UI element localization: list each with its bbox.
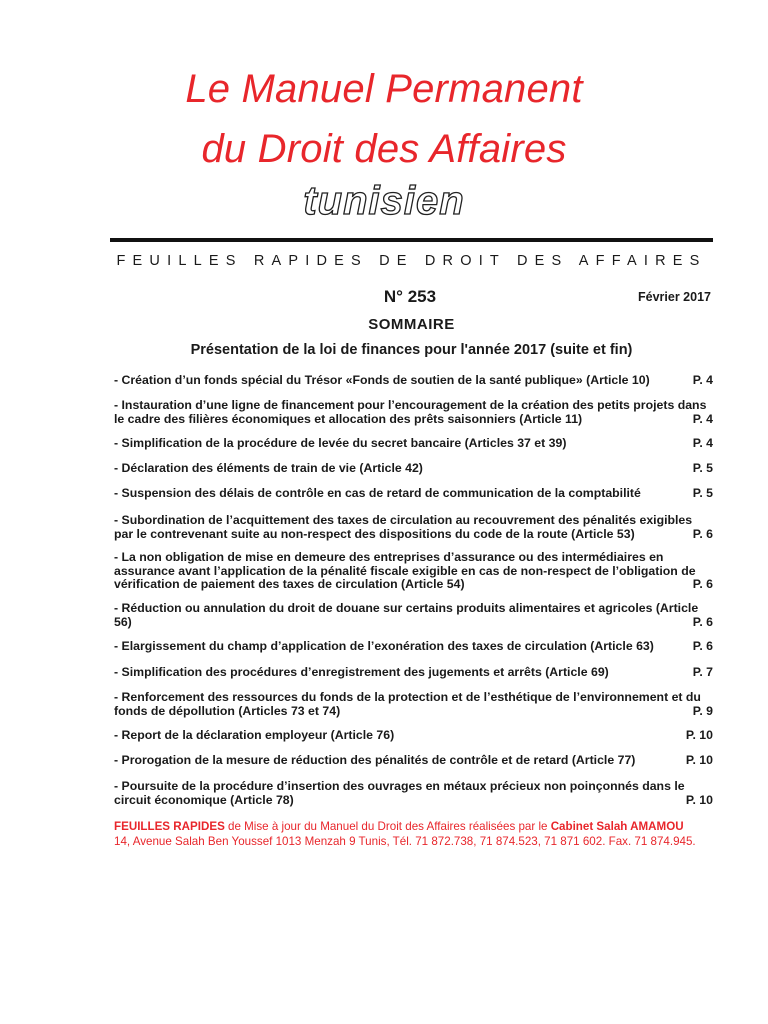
toc-item [114,374,713,388]
subtitle-outline: tunisien [303,179,465,223]
toc-item-text: - La non obligation de mise en demeure des entreprises d’assurance ou des intermédiaires en assurance avant l’application de la pénalité fiscale exigible en cas de non-respect de l’obligation de vérification de paiement des taxes de circulation (Article 54) [114,550,696,591]
toc-item [114,780,713,807]
footer-text: de Mise à jour du Manuel du Droit des Affaires réalisées par le [224,820,551,833]
toc-item-text: - Poursuite de la procédure d’insertion des ouvrages en métaux précieux non poinçonnés dans le circuit économique (Article 78) [114,779,685,807]
footer-label: FEUILLES RAPIDES [114,820,225,833]
toc-item-text: - Prorogation de la mesure de réduction des pénalités de contrôle et de retard (Article 77) [114,753,636,767]
intro-heading: Présentation de la loi de finances pour l'année 2017 (suite et fin) [190,342,633,358]
toc-item-text: - Elargissement du champ d’application de l’exonération des taxes de circulation (Article 63) [114,639,654,653]
toc-item [114,691,713,718]
toc-item-page: P. 6 [692,614,713,629]
title-line-2: du Droit des Affaires [201,127,567,171]
toc-item [114,666,713,680]
toc-item-text: - Instauration d’une ligne de financement pour l’encouragement de la création des petits projets dans le cadre des filières économiques et allocation des prêts saisonniers (Article 11) [114,398,707,426]
header-rule [110,238,713,242]
toc-item-text: - Report de la déclaration employeur (Article 76) [114,728,395,742]
title-line-1: Le Manuel Permanent [185,67,583,111]
toc-item-text: - Réduction ou annulation du droit de douane sur certains produits alimentaires et agricoles (Article 56) [114,601,699,629]
footer-address: 14, Avenue Salah Ben Youssef 1013 Menzah 9 Tunis, Tél. 71 872.738, 71 874.523, 71 871 602. Fax. 71 874.945. [114,834,696,848]
issue-number: N° 253 [383,287,437,306]
issue-date: Février 2017 [638,290,711,304]
toc-item-page: P. 7 [692,665,713,679]
toc-item [114,399,713,426]
sommaire-heading: SOMMAIRE [368,316,455,333]
toc-item-page: P. 4 [692,436,713,450]
toc-item-page: P. 6 [692,526,713,541]
toc-item-page: P. 4 [692,411,713,426]
banner: FEUILLES RAPIDES DE DROIT DES AFFAIRES [116,253,707,269]
toc-item-page: P. 10 [685,792,713,807]
toc-item [114,640,713,654]
toc-item-text: - Création d’un fonds spécial du Trésor «Fonds de soutien de la santé publique» (Article 10) [114,373,650,387]
toc-item-page: P. 9 [692,703,713,718]
toc-item [114,487,713,501]
toc-item [114,437,713,451]
toc-item [114,514,713,541]
toc-item-page: P. 10 [685,728,713,742]
toc-item-page: P. 6 [692,577,713,591]
toc-item [114,754,713,768]
toc-item-text: - Suspension des délais de contrôle en cas de retard de communication de la comptabilité [114,486,641,500]
toc-item-page: P. 5 [692,486,713,500]
toc-item-text: - Déclaration des éléments de train de vie (Article 42) [114,461,423,475]
toc-item-text: - Simplification de la procédure de levée du secret bancaire (Articles 37 et 39) [114,436,567,450]
toc-item-text: - Subordination de l’acquittement des taxes de circulation au recouvrement des pénalités exigibles par le contrevenant suite au non-respect des dispositions du code de la route (Article 53) [114,513,693,541]
toc-item-page: P. 4 [692,373,713,387]
toc-item [114,551,713,592]
toc-item-page: P. 10 [685,753,713,767]
footer-line-1 [114,820,724,835]
toc-item-text: - Renforcement des ressources du fonds de la protection et de l’esthétique de l’environnement et du fonds de dépollution (Articles 73 et 74) [114,690,701,718]
toc-item [114,729,713,743]
toc-item-page: P. 5 [692,461,713,475]
publisher-footer [114,820,724,849]
toc-item [114,462,713,476]
footer-firm: Cabinet Salah AMAMOU [550,820,684,833]
toc-item-text: - Simplification des procédures d’enregistrement des jugements et arrêts (Article 69) [114,665,609,679]
toc-item [114,602,713,629]
toc-item-page: P. 6 [692,639,713,653]
